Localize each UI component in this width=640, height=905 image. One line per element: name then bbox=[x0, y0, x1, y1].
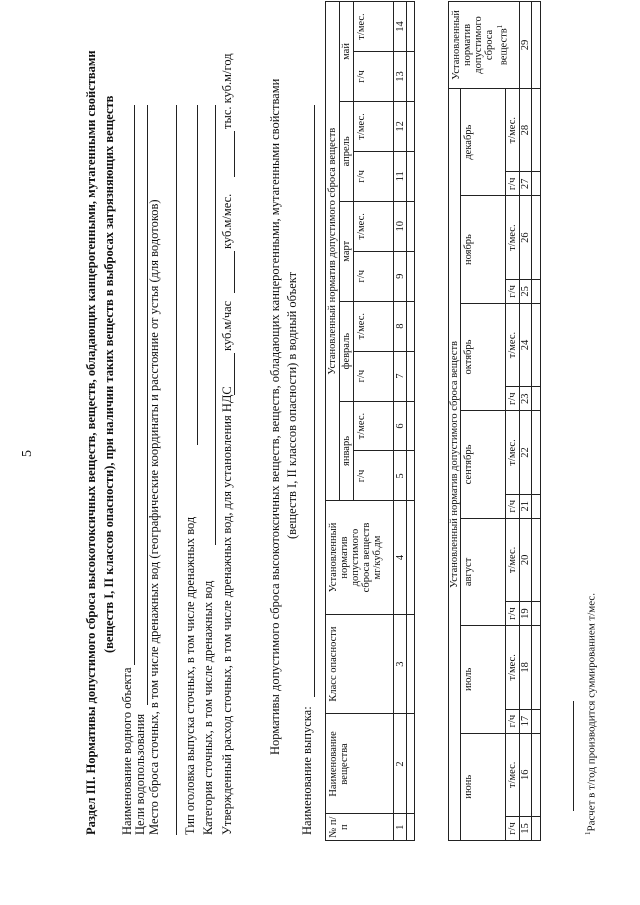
unit-tm: т/мес. bbox=[506, 626, 520, 709]
footnote-text: Расчет в т/год производится суммированием т/мес. bbox=[585, 592, 598, 832]
flow-m3h-blank bbox=[234, 353, 235, 395]
col-number: 6 bbox=[394, 401, 407, 451]
month-may: май bbox=[340, 2, 354, 102]
norm-l1: Установленный bbox=[328, 522, 339, 593]
col-number: 24 bbox=[520, 303, 532, 386]
section-title-line2: (веществ I, II классов опасности), при наличии таких веществ в выбросах загрязняющих веществ bbox=[102, 95, 116, 653]
col-number: 1 bbox=[394, 814, 407, 841]
footnote-mark: 1 bbox=[584, 831, 592, 835]
water-use-goal-label: Цели водопользования bbox=[133, 713, 147, 835]
header-substance: Наименование вещества bbox=[326, 714, 394, 814]
column-number-row bbox=[394, 2, 407, 841]
col-number: 22 bbox=[520, 411, 532, 494]
col-number: 27 bbox=[520, 172, 532, 196]
annual-l1: Установленный bbox=[451, 10, 462, 80]
unit-tm: т/мес. bbox=[506, 303, 520, 386]
flow-m3month-blank bbox=[234, 251, 235, 293]
month-november: ноябрь bbox=[461, 196, 506, 303]
col-number: 8 bbox=[394, 301, 407, 351]
outlet-name-label: Наименование выпуска: bbox=[300, 706, 314, 835]
column-number-row bbox=[520, 2, 532, 841]
approved-flow-label: Утвержденный расход сточных, в том числе дренажных вод, для установления НДС bbox=[220, 386, 234, 835]
col-number: 5 bbox=[394, 451, 407, 501]
unit-gh: г/ч bbox=[506, 279, 520, 303]
annual-footnote-mark: 1 bbox=[496, 24, 504, 29]
group-header: Установленный норматив допустимого сброса веществ bbox=[449, 88, 461, 840]
unit-gh: г/ч bbox=[354, 151, 394, 201]
header-annual-norm bbox=[449, 2, 520, 89]
col-number: 15 bbox=[520, 817, 532, 841]
unit-gh: г/ч bbox=[354, 351, 394, 401]
subtitle-line1: Нормативы допустимого сброса высокотоксичных веществ, веществ, обладающих канцерогенными, мутагенными свойствами bbox=[268, 78, 282, 755]
discharge-place-label: Место сброса сточных, в том числе дренажных вод (географические координаты и расстояние от устья (для водотоков) bbox=[147, 199, 161, 835]
col-number: 18 bbox=[520, 626, 532, 709]
discharge-place-line bbox=[176, 105, 177, 835]
unit-tm: т/мес. bbox=[506, 518, 520, 601]
col-number: 9 bbox=[394, 251, 407, 301]
outlet-type-line bbox=[197, 105, 198, 445]
col-number: 25 bbox=[520, 279, 532, 303]
flow-m3month-unit: куб.м/мес. bbox=[220, 193, 234, 249]
unit-gh: г/ч bbox=[354, 52, 394, 102]
unit-gh: г/ч bbox=[506, 494, 520, 518]
unit-tm: т/мес. bbox=[506, 733, 520, 816]
unit-gh: г/ч bbox=[506, 172, 520, 196]
unit-gh: г/ч bbox=[506, 387, 520, 411]
outlet-name-line bbox=[314, 105, 315, 697]
flow-year-unit: тыс. куб.м/год bbox=[220, 53, 234, 129]
unit-tm: т/мес. bbox=[506, 411, 520, 494]
empty-data-row bbox=[407, 2, 415, 841]
flow-m3h-unit: куб.м/час bbox=[220, 300, 234, 351]
unit-gh: г/ч bbox=[506, 602, 520, 626]
col-number: 19 bbox=[520, 602, 532, 626]
col-number: 13 bbox=[394, 52, 407, 102]
footnote bbox=[584, 593, 598, 835]
col-number: 29 bbox=[520, 2, 532, 89]
col-number: 4 bbox=[394, 501, 407, 614]
col-number: 7 bbox=[394, 351, 407, 401]
norm-l4: сброса веществ bbox=[361, 522, 372, 593]
month-august: август bbox=[461, 518, 506, 625]
col-number: 23 bbox=[520, 387, 532, 411]
col-number: 12 bbox=[394, 101, 407, 151]
col-number: 21 bbox=[520, 494, 532, 518]
col-number: 28 bbox=[520, 88, 532, 171]
month-february: февраль bbox=[340, 301, 354, 401]
month-april: апрель bbox=[340, 101, 354, 201]
subtitle-line2: (веществ I, II классов опасности) в водный объект bbox=[285, 271, 299, 539]
unit-tm: т/мес. bbox=[506, 88, 520, 171]
col-number: 3 bbox=[394, 614, 407, 714]
annual-l4: веществ bbox=[498, 28, 510, 66]
month-june: июнь bbox=[461, 733, 506, 840]
empty-data-row bbox=[532, 2, 541, 841]
outlet-type-label: Тип оголовка выпуска сточных, в том числе дренажных вод bbox=[183, 516, 197, 835]
month-september: сентябрь bbox=[461, 411, 506, 518]
annual-l4-wrap bbox=[495, 2, 510, 88]
unit-tm: т/мес. bbox=[354, 201, 394, 251]
norm-l5: мг/куб.дм bbox=[372, 535, 383, 580]
month-october: октябрь bbox=[461, 303, 506, 410]
month-july: июль bbox=[461, 626, 506, 733]
unit-tm: т/мес. bbox=[354, 2, 394, 52]
water-body-label: Наименование водного объекта bbox=[120, 667, 134, 835]
col-number: 14 bbox=[394, 2, 407, 52]
header-hazard-class: Класс опасности bbox=[326, 614, 394, 714]
wastewater-category-line bbox=[215, 105, 216, 545]
month-march: март bbox=[340, 201, 354, 301]
col-number: 11 bbox=[394, 151, 407, 201]
wastewater-category-label: Категория сточных, в том числе дренажных вод bbox=[201, 580, 215, 835]
col-number: 26 bbox=[520, 196, 532, 279]
unit-gh: г/ч bbox=[506, 709, 520, 733]
unit-gh: г/ч bbox=[506, 817, 520, 841]
norms-table-jan-may bbox=[325, 1, 415, 841]
group-header: Установленный норматив допустимого сброса веществ bbox=[326, 2, 340, 501]
water-body-line bbox=[134, 105, 135, 665]
header-no: № п/п bbox=[326, 814, 394, 841]
header-norm-concentration bbox=[326, 501, 394, 614]
col-number: 17 bbox=[520, 709, 532, 733]
col-number: 20 bbox=[520, 518, 532, 601]
annual-l2: норматив bbox=[462, 23, 473, 67]
col-number: 10 bbox=[394, 201, 407, 251]
section-title-line1: Раздел III. Нормативы допустимого сброса высокотоксичных веществ, веществ, обладающих канцерогенными, мутагенными свойствами bbox=[84, 50, 98, 835]
unit-tm: т/мес. bbox=[506, 196, 520, 279]
annual-l3: допустимого сброса bbox=[473, 16, 495, 74]
page-number: 5 bbox=[20, 450, 35, 457]
norms-table-jun-dec bbox=[448, 1, 541, 841]
norm-l3: допустимого bbox=[350, 528, 361, 587]
footnote-separator bbox=[573, 701, 574, 811]
month-january: январь bbox=[340, 401, 354, 501]
unit-tm: т/мес. bbox=[354, 101, 394, 151]
flow-year-blank bbox=[234, 131, 235, 177]
unit-tm: т/мес. bbox=[354, 301, 394, 351]
norm-l2: норматив bbox=[339, 536, 350, 579]
col-number: 2 bbox=[394, 714, 407, 814]
col-number: 16 bbox=[520, 733, 532, 816]
section-title bbox=[84, 50, 99, 835]
unit-gh: г/ч bbox=[354, 251, 394, 301]
unit-gh: г/ч bbox=[354, 451, 394, 501]
unit-tm: т/мес. bbox=[354, 401, 394, 451]
month-december: декабрь bbox=[461, 88, 506, 195]
